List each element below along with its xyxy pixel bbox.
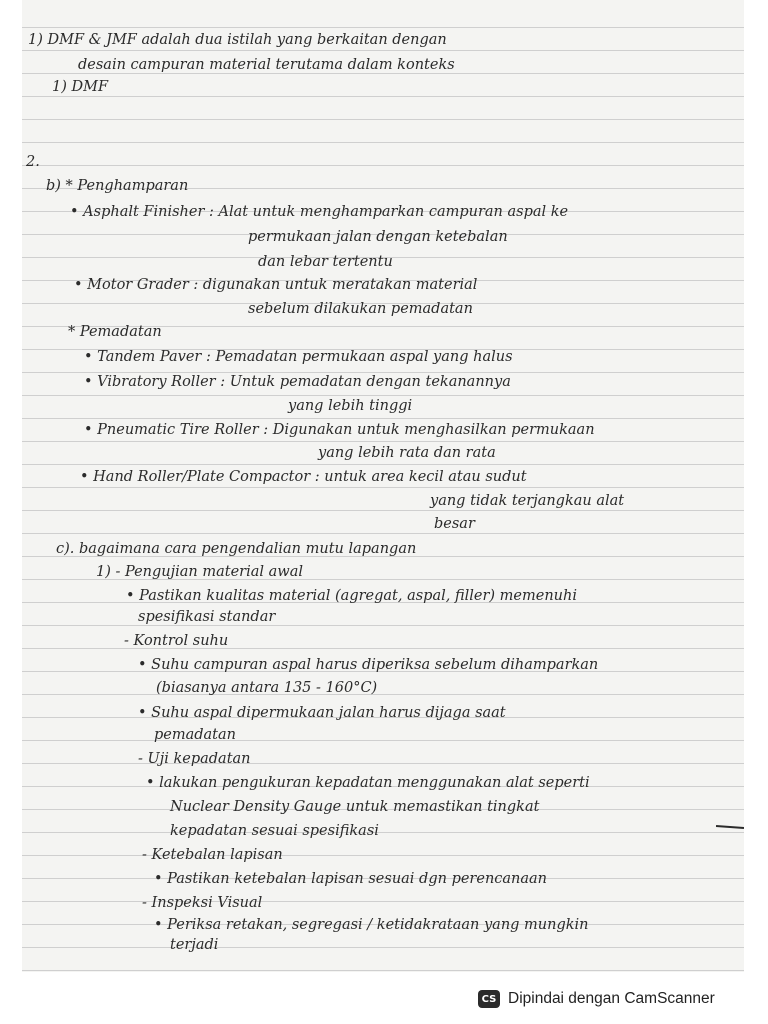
- text-line: c). bagaimana cara pengendalian mutu lapangan: [56, 541, 417, 557]
- text-line: • Asphalt Finisher : Alat untuk menghamparkan campuran aspal ke: [70, 204, 569, 220]
- text-line: • Periksa retakan, segregasi / ketidakrataan yang mungkin: [154, 917, 589, 933]
- text-line: • Pastikan ketebalan lapisan sesuai dgn perencanaan: [154, 871, 548, 887]
- text-line: desain campuran material terutama dalam konteks: [78, 57, 455, 73]
- text-line: • Suhu aspal dipermukaan jalan harus dijaga saat: [138, 705, 506, 721]
- text-line: Nuclear Density Gauge untuk memastikan tingkat: [170, 799, 540, 815]
- notebook-page: [22, 0, 744, 972]
- pen-stroke: [716, 825, 744, 829]
- text-line: yang lebih tinggi: [288, 398, 413, 414]
- text-line: permukaan jalan dengan ketebalan: [248, 229, 508, 245]
- text-line: spesifikasi standar: [138, 609, 276, 625]
- text-line: • Hand Roller/Plate Compactor : untuk area kecil atau sudut: [80, 469, 527, 485]
- text-line: • Suhu campuran aspal harus diperiksa sebelum dihamparkan: [138, 657, 599, 673]
- text-line: • Pneumatic Tire Roller : Digunakan untuk menghasilkan permukaan: [84, 422, 595, 438]
- text-line: - Inspeksi Visual: [142, 895, 263, 911]
- text-line: yang lebih rata dan rata: [318, 445, 496, 461]
- text-line: 2.: [26, 154, 40, 170]
- text-line: b) * Penghamparan: [46, 178, 189, 194]
- text-line: besar: [434, 516, 475, 532]
- text-line: yang tidak terjangkau alat: [430, 493, 625, 509]
- text-line: 1) DMF & JMF adalah dua istilah yang berkaitan dengan: [28, 32, 447, 48]
- text-line: • Vibratory Roller : Untuk pemadatan dengan tekanannya: [84, 374, 511, 390]
- text-line: * Pemadatan: [68, 324, 162, 340]
- text-line: sebelum dilakukan pemadatan: [248, 301, 473, 317]
- text-line: (biasanya antara 135 - 160°C): [156, 680, 378, 696]
- text-line: 1) DMF: [52, 79, 109, 95]
- text-line: 1) - Pengujian material awal: [96, 564, 303, 580]
- camscanner-logo-icon: CS: [478, 990, 500, 1008]
- text-line: • lakukan pengukuran kepadatan menggunakan alat seperti: [146, 775, 590, 791]
- text-line: kepadatan sesuai spesifikasi: [170, 823, 379, 839]
- watermark-text: Dipindai dengan CamScanner: [508, 990, 715, 1007]
- text-line: • Tandem Paver : Pemadatan permukaan aspal yang halus: [84, 349, 513, 365]
- text-line: - Kontrol suhu: [124, 633, 229, 649]
- text-line: pemadatan: [154, 727, 236, 743]
- text-line: • Motor Grader : digunakan untuk meratakan material: [74, 277, 478, 293]
- camscanner-watermark: [478, 984, 746, 1014]
- text-line: - Uji kepadatan: [138, 751, 251, 767]
- text-line: dan lebar tertentu: [258, 254, 393, 270]
- text-line: • Pastikan kualitas material (agregat, aspal, filler) memenuhi: [126, 588, 578, 604]
- text-line: - Ketebalan lapisan: [142, 847, 283, 863]
- text-line: terjadi: [170, 937, 219, 953]
